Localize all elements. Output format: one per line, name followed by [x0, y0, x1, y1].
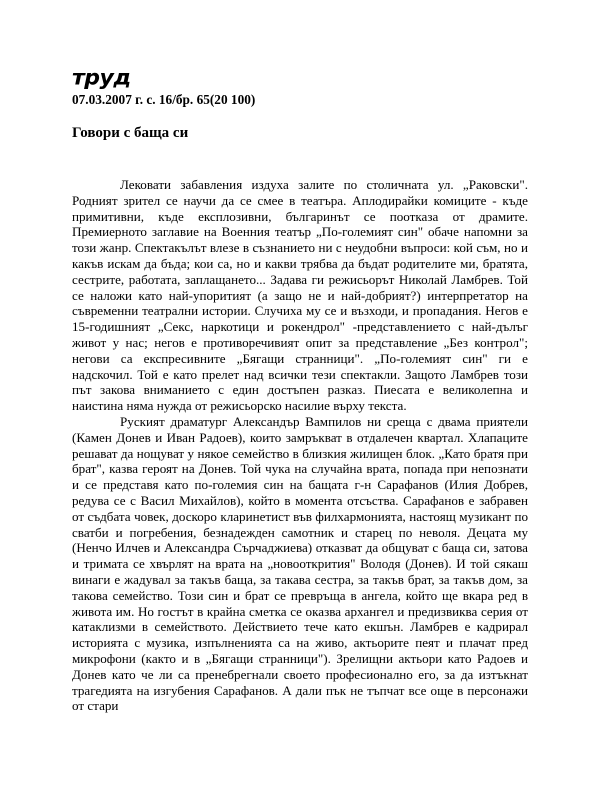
article-paragraph: Лековати забавления издуха залите по столичната ул. „Раковски". Родният зрител се научи да се смее в театъра. Аплодирайки комиците - къде примитивни, къде експлозивни, българинът се поотказа от драмите. Премиерното заглавие на Военния театър „По-големият син" обаче напомни за този жанр. Спектакълът влезе в съзнанието ни с неудобни въпроси: кой съм, но и какъв искам да бъда; кои са, но и какви трябва да бъдат родителите ми, братята, сестрите, работата, заплащането... Задава ги режисьорът Николай Ламбрев. Той се наложи като най-упоритият (а защо не и най-добрият?) интерпретатор на съвременни театрални истории. Случиха му се и възходи, и пропадания. Негов е 15-годишният „Секс, наркотици и рокендрол" -представлението с най-дълъг живот у нас; негов е противоречивият опит за представление „Без контрол"; негови са експресивните „Бягащи странници". „По-големият син" ги е надскочил. Той е като прелет над всички тези спектакли. Защото Ламбрев този път закова вниманието с един достъпен разказ. Пиесата е великолепна и наистина няма нужда от режисьорско насилие върху текста. — [72, 177, 528, 414]
issue-line: 07.03.2007 г. с. 16/бр. 65(20 100) — [72, 92, 256, 107]
article-title: Говори с баща си — [72, 125, 189, 141]
newspaper-logo: труд — [72, 66, 131, 91]
article-body — [72, 177, 528, 714]
article-paragraph: Руският драматург Александър Вампилов ни среща с двама приятели (Камен Донев и Иван Радоев), които замръкват в отдалечен квартал. Хлапаците решават да нощуват у някое семейство в близкия жилищен блок. „Като братя при брат", казва героят на Донев. Той чука на случайна врата, попада при непознати и се представя като по-големия син на бащата г-н Сарафанов (Илия Добрев, редува се с Васил Михайлов), който в момента отсъства. Сарафанов е забравен от съдбата човек, доскоро кларинетист във филхармонията, настоящ музикант по сватби и погребения, безнадежден самотник и старец по неволя. Децата му (Ненчо Илчев и Александра Сърчаджиева) отказват да общуват с баща си, затова и тримата се хвърлят на врата на „новооткрития" Володя (Донев). И той сякаш винаги е жадувал за такъв баща, за такава сестра, за такъв брат, за такъв дом, за такова семейство. Този син и брат се превръща в ангела, който ще вкара ред в живота им. Но гостът в крайна сметка се оказва архангел и предизвиква серия от катаклизми в семейството. Действието тече като екшън. Ламбрев е кадрирал историята с музика, изпълненията са на живо, актьорите пеят и плачат пред микрофони (както и в „Бягащи странници"). Зрелищни актьори като Радоев и Донев като че ли са пренебрегнали своето професионално его, за да изтъкнат трагедията на изгубения Сарафанов. А дали пък не тъпчат все още в персонажи от стари — [72, 413, 528, 714]
